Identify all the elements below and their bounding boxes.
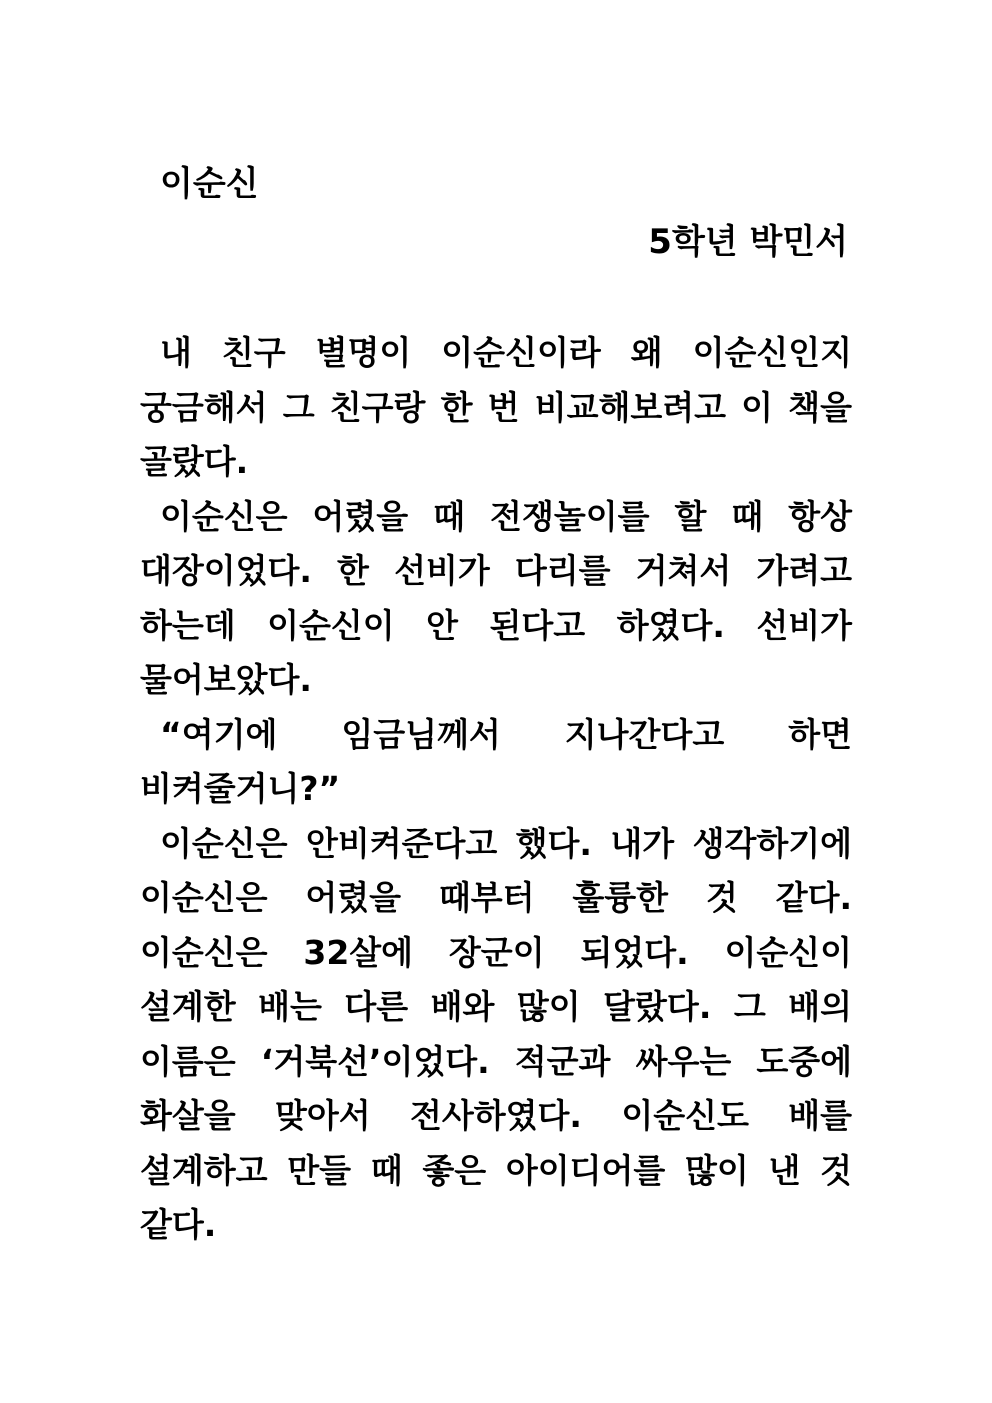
paragraph: 이순신은 안비켜준다고 했다. 내가 생각하기에 이순신은 어렸을 때부터 훌륭한 것 같다. 이순신은 32살에 장군이 되었다. 이순신이 설계한 배는 다른 배와 많이 달랐다. 그 배의 이름은 ‘거북선’이었다. 적군과 싸우는 도중에 화살을 맞아서 전사하였다. 이순신도 배를 설계하고 만들 때 좋은 아이디어를 많이 낸 것 같다. (140, 823, 852, 1244)
paragraph: 내 친구 별명이 이순신이라 왜 이순신인지 궁금해서 그 친구랑 한 번 비교해보려고 이 책을 골랐다. (140, 333, 852, 481)
essay-title: 이순신 (160, 164, 259, 204)
author-line: 5학년 박민서 (648, 222, 848, 262)
quoted-dialogue: “여기에 임금님께서 지나간다고 하면 비켜줄거니?” (140, 714, 852, 808)
paragraph: 이순신은 어렸을 때 전쟁놀이를 할 때 항상 대장이었다. 한 선비가 다리를 거쳐서 가려고 하는데 이순신이 안 된다고 하였다. 선비가 물어보았다. (140, 496, 852, 699)
essay-body (140, 326, 852, 1253)
